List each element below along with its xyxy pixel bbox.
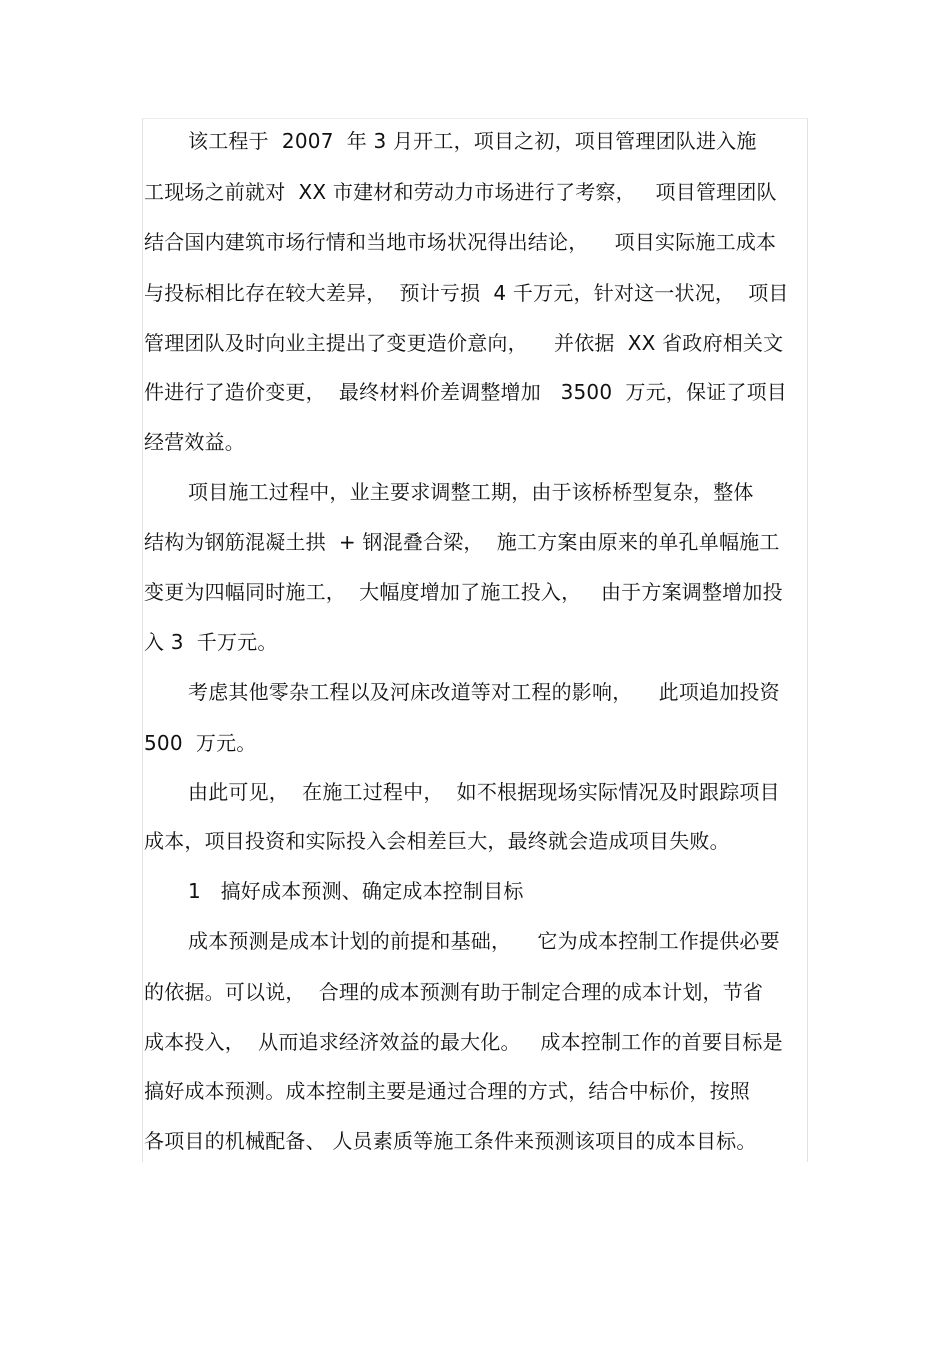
section-heading: 1 搞好成本预测、确定成本控制目标	[188, 879, 524, 903]
text-line: 结合国内建筑市场行情和当地市场状况得出结论， 项目实际施工成本	[144, 230, 777, 254]
text-line: 成本预测是成本计划的前提和基础， 它为成本控制工作提供必要	[188, 929, 780, 953]
text-line: 工现场之前就对 XX 市建材和劳动力市场进行了考察， 项目管理团队	[144, 180, 777, 204]
text-line: 成本，项目投资和实际投入会相差巨大，最终就会造成项目失败。	[144, 829, 730, 853]
text-line: 变更为四幅同时施工， 大幅度增加了施工投入， 由于方案调整增加投	[144, 580, 783, 604]
text-line: 项目施工过程中，业主要求调整工期，由于该桥桥型复杂，整体	[188, 480, 754, 504]
text-line: 该工程于 2007 年 3 月开工，项目之初，项目管理团队进入施	[188, 129, 757, 153]
text-line: 各项目的机械配备、 人员素质等施工条件来预测该项目的成本目标。	[144, 1129, 757, 1153]
text-line: 成本投入， 从而追求经济效益的最大化。 成本控制工作的首要目标是	[144, 1030, 783, 1054]
text-line: 管理团队及时向业主提出了变更造价意向， 并依据 XX 省政府相关文	[144, 331, 784, 355]
text-line: 与投标相比存在较大差异， 预计亏损 4 千万元，针对这一状况， 项目	[144, 281, 789, 305]
text-line: 搞好成本预测。成本控制主要是通过合理的方式，结合中标价，按照	[144, 1079, 750, 1103]
text-line: 件进行了造价变更， 最终材料价差调整增加 3500 万元，保证了项目	[144, 380, 787, 404]
text-line: 考虑其他零杂工程以及河床改道等对工程的影响， 此项追加投资	[188, 680, 780, 704]
text-line: 的依据。可以说， 合理的成本预测有助于制定合理的成本计划，节省	[144, 980, 764, 1004]
text-line: 由此可见， 在施工过程中， 如不根据现场实际情况及时跟踪项目	[188, 780, 780, 804]
text-line: 500 万元。	[144, 731, 257, 755]
text-line: 结构为钢筋混凝土拱 + 钢混叠合梁， 施工方案由原来的单孔单幅施工	[144, 530, 780, 554]
text-line: 经营效益。	[144, 430, 245, 454]
text-line: 入 3 千万元。	[144, 630, 278, 654]
